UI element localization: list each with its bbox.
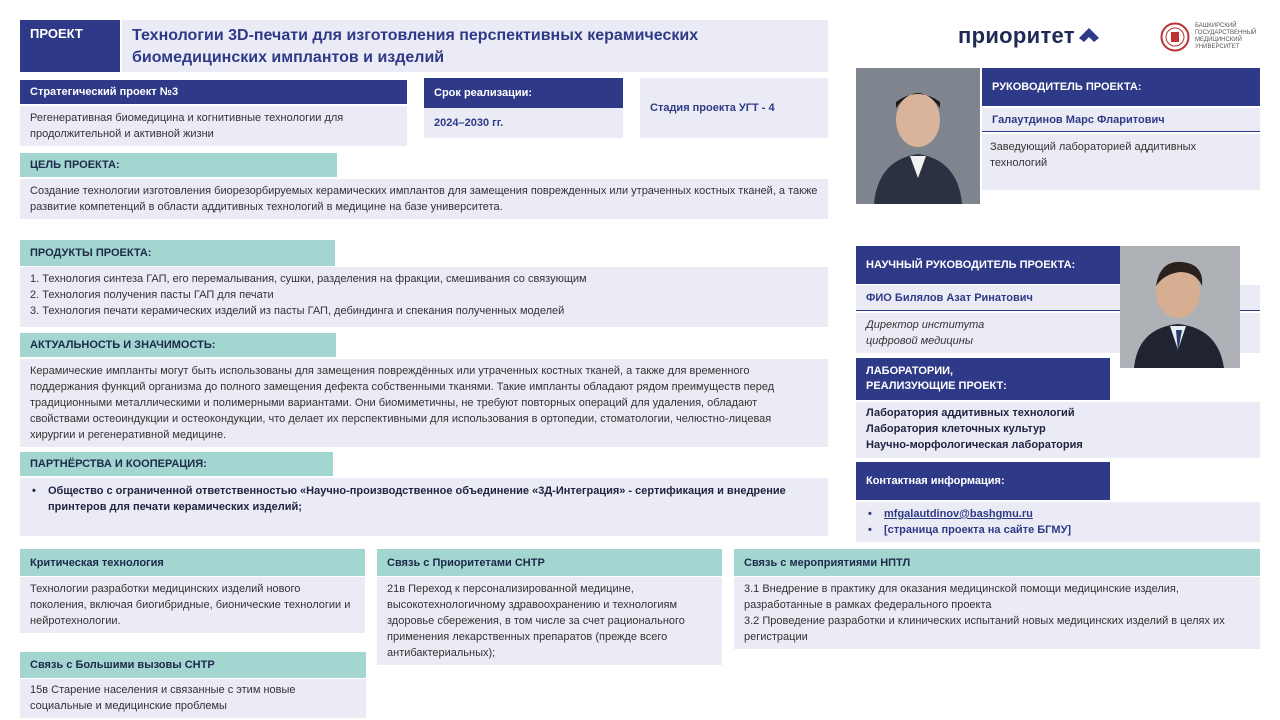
goal-text: Создание технологии изготовления биорезорбируемых керамических имплантов для замещения поврежденных или утраченных костных тканей, а также развитие компетенций в области аддитивных технологий в медицине на базе университета. bbox=[20, 179, 828, 219]
list-item: Научно-морфологическая лаборатория bbox=[866, 439, 1083, 451]
labs-header: ЛАБОРАТОРИИ, РЕАЛИЗУЮЩИЕ ПРОЕКТ: bbox=[856, 358, 1110, 400]
leader-position: Заведующий лабораторией аддитивных технологий bbox=[982, 134, 1260, 190]
contact-email-link[interactable]: mfgalautdinov@bashgmu.ru bbox=[884, 508, 1033, 520]
big-challenges-text: 15в Старение населения и связанные с этим новые социальные и медицинские проблемы bbox=[20, 679, 366, 718]
priorities-header: Связь с Приоритетами СНТР bbox=[377, 549, 722, 576]
priority-logo: приоритет bbox=[958, 22, 1099, 50]
products-list bbox=[20, 267, 828, 327]
project-tag: ПРОЕКТ bbox=[20, 20, 120, 72]
leader-header: РУКОВОДИТЕЛЬ ПРОЕКТА: bbox=[982, 68, 1260, 106]
page-title: Технологии 3D-печати для изготовления перспективных керамических биомедицинских имплантов и изделий bbox=[122, 20, 828, 72]
list-item: 3.2 Проведение разработки и клинических испытаний новых медицинских изделий в целях их регистрации bbox=[744, 615, 1225, 643]
priority-arrow-icon bbox=[1079, 28, 1099, 44]
leader-name: Галаутдинов Марс Фларитович bbox=[982, 108, 1260, 132]
project-page-link[interactable]: • [страница проекта на сайте БГМУ] bbox=[866, 522, 1250, 538]
list-item: Лаборатория аддитивных технологий bbox=[866, 407, 1075, 419]
list-item: 2. Технология получения пасты ГАП для печати bbox=[30, 289, 274, 301]
labs-list bbox=[856, 402, 1260, 458]
person-silhouette-icon bbox=[856, 68, 980, 204]
term-value: 2024–2030 гг. bbox=[424, 108, 623, 138]
strategic-project-text: Регенеративная биомедицина и когнитивные технологии для продолжительной и активной жизни bbox=[20, 106, 407, 146]
university-logo: БАШКИРСКИЙ ГОСУДАРСТВЕННЫЙ МЕДИЦИНСКИЙ УНИВЕРСИТЕТ bbox=[1160, 22, 1256, 52]
sci-leader-photo bbox=[1120, 246, 1240, 368]
sci-leader-position: Директор института цифровой медицины bbox=[856, 313, 1260, 353]
list-item: 3.1 Внедрение в практику для оказания медицинской помощи медицинские изделия, разработанные в рамках федерального проекта bbox=[744, 583, 1179, 611]
sci-leader-name: ФИО Билялов Азат Ринатович bbox=[856, 285, 1260, 311]
contacts-list bbox=[856, 502, 1260, 542]
big-challenges-header: Связь с Большими вызовы СНТР bbox=[20, 652, 366, 678]
strategic-project-header: Стратегический проект №3 bbox=[20, 80, 407, 104]
person-silhouette-icon bbox=[1120, 246, 1240, 368]
partners-list bbox=[20, 478, 828, 536]
contacts-header: Контактная информация: bbox=[856, 462, 1110, 500]
list-item: 1. Технология синтеза ГАП, его перемалывания, сушки, разделения на фракции, смешивания со связующим bbox=[30, 273, 587, 285]
critical-tech-header: Критическая технология bbox=[20, 549, 365, 576]
relevance-header: АКТУАЛЬНОСТЬ И ЗНАЧИМОСТЬ: bbox=[20, 333, 336, 357]
term-header: Срок реализации: bbox=[424, 78, 623, 108]
relevance-text: Керамические импланты могут быть использованы для замещения повреждённых или утраченных костных тканей, а также для временного поддержания функций организма до полного замещения дефекта собственными тканями. Такие импланты обладают рядом преимуществ перед традиционными металлическими и полимерными вариантами. Они биомиметичны, не требуют повторных операций для удаления, обладают свойствами остеоиндукции и остеокондукции, что делает их перспективными для использования в ортопедии, стоматологии, челюстно-лицевая хирургии и регенеративной медицине. bbox=[20, 359, 828, 447]
list-item: 3. Технология печати керамических изделий из пасты ГАП, дебиндинга и спекания полученных моделей bbox=[30, 305, 565, 317]
list-item: Лаборатория клеточных культур bbox=[866, 423, 1046, 435]
project-stage: Стадия проекта УГТ - 4 bbox=[640, 78, 828, 138]
university-emblem-icon bbox=[1160, 22, 1190, 52]
products-header: ПРОДУКТЫ ПРОЕКТА: bbox=[20, 240, 335, 266]
critical-tech-text: Технологии разработки медицинских изделий нового поколения, включая биогибридные, бионические технологии и нейротехнологии. bbox=[20, 577, 365, 633]
partners-header: ПАРТНЁРСТВА И КООПЕРАЦИЯ: bbox=[20, 452, 333, 476]
list-item: • Общество с ограниченной ответственностью «Научно-производственное объединение «3Д-Интеграция» - сертификация и внедрение принтеров для печати керамических изделий; bbox=[30, 483, 818, 515]
nptl-header: Связь с мероприятиями НПТЛ bbox=[734, 549, 1260, 576]
nptl-list bbox=[734, 577, 1260, 649]
sci-leader-header: НАУЧНЫЙ РУКОВОДИТЕЛЬ ПРОЕКТА: bbox=[856, 246, 1120, 284]
priorities-text: 21в Переход к персонализированной медицине, высокотехнологичному здравоохранению и технологиям здоровье сбережения, в том числе за счет рационального применения лекарственных препаратов (прежде всего антибактериальных); bbox=[377, 577, 722, 665]
leader-photo bbox=[856, 68, 980, 204]
goal-header: ЦЕЛЬ ПРОЕКТА: bbox=[20, 153, 337, 177]
